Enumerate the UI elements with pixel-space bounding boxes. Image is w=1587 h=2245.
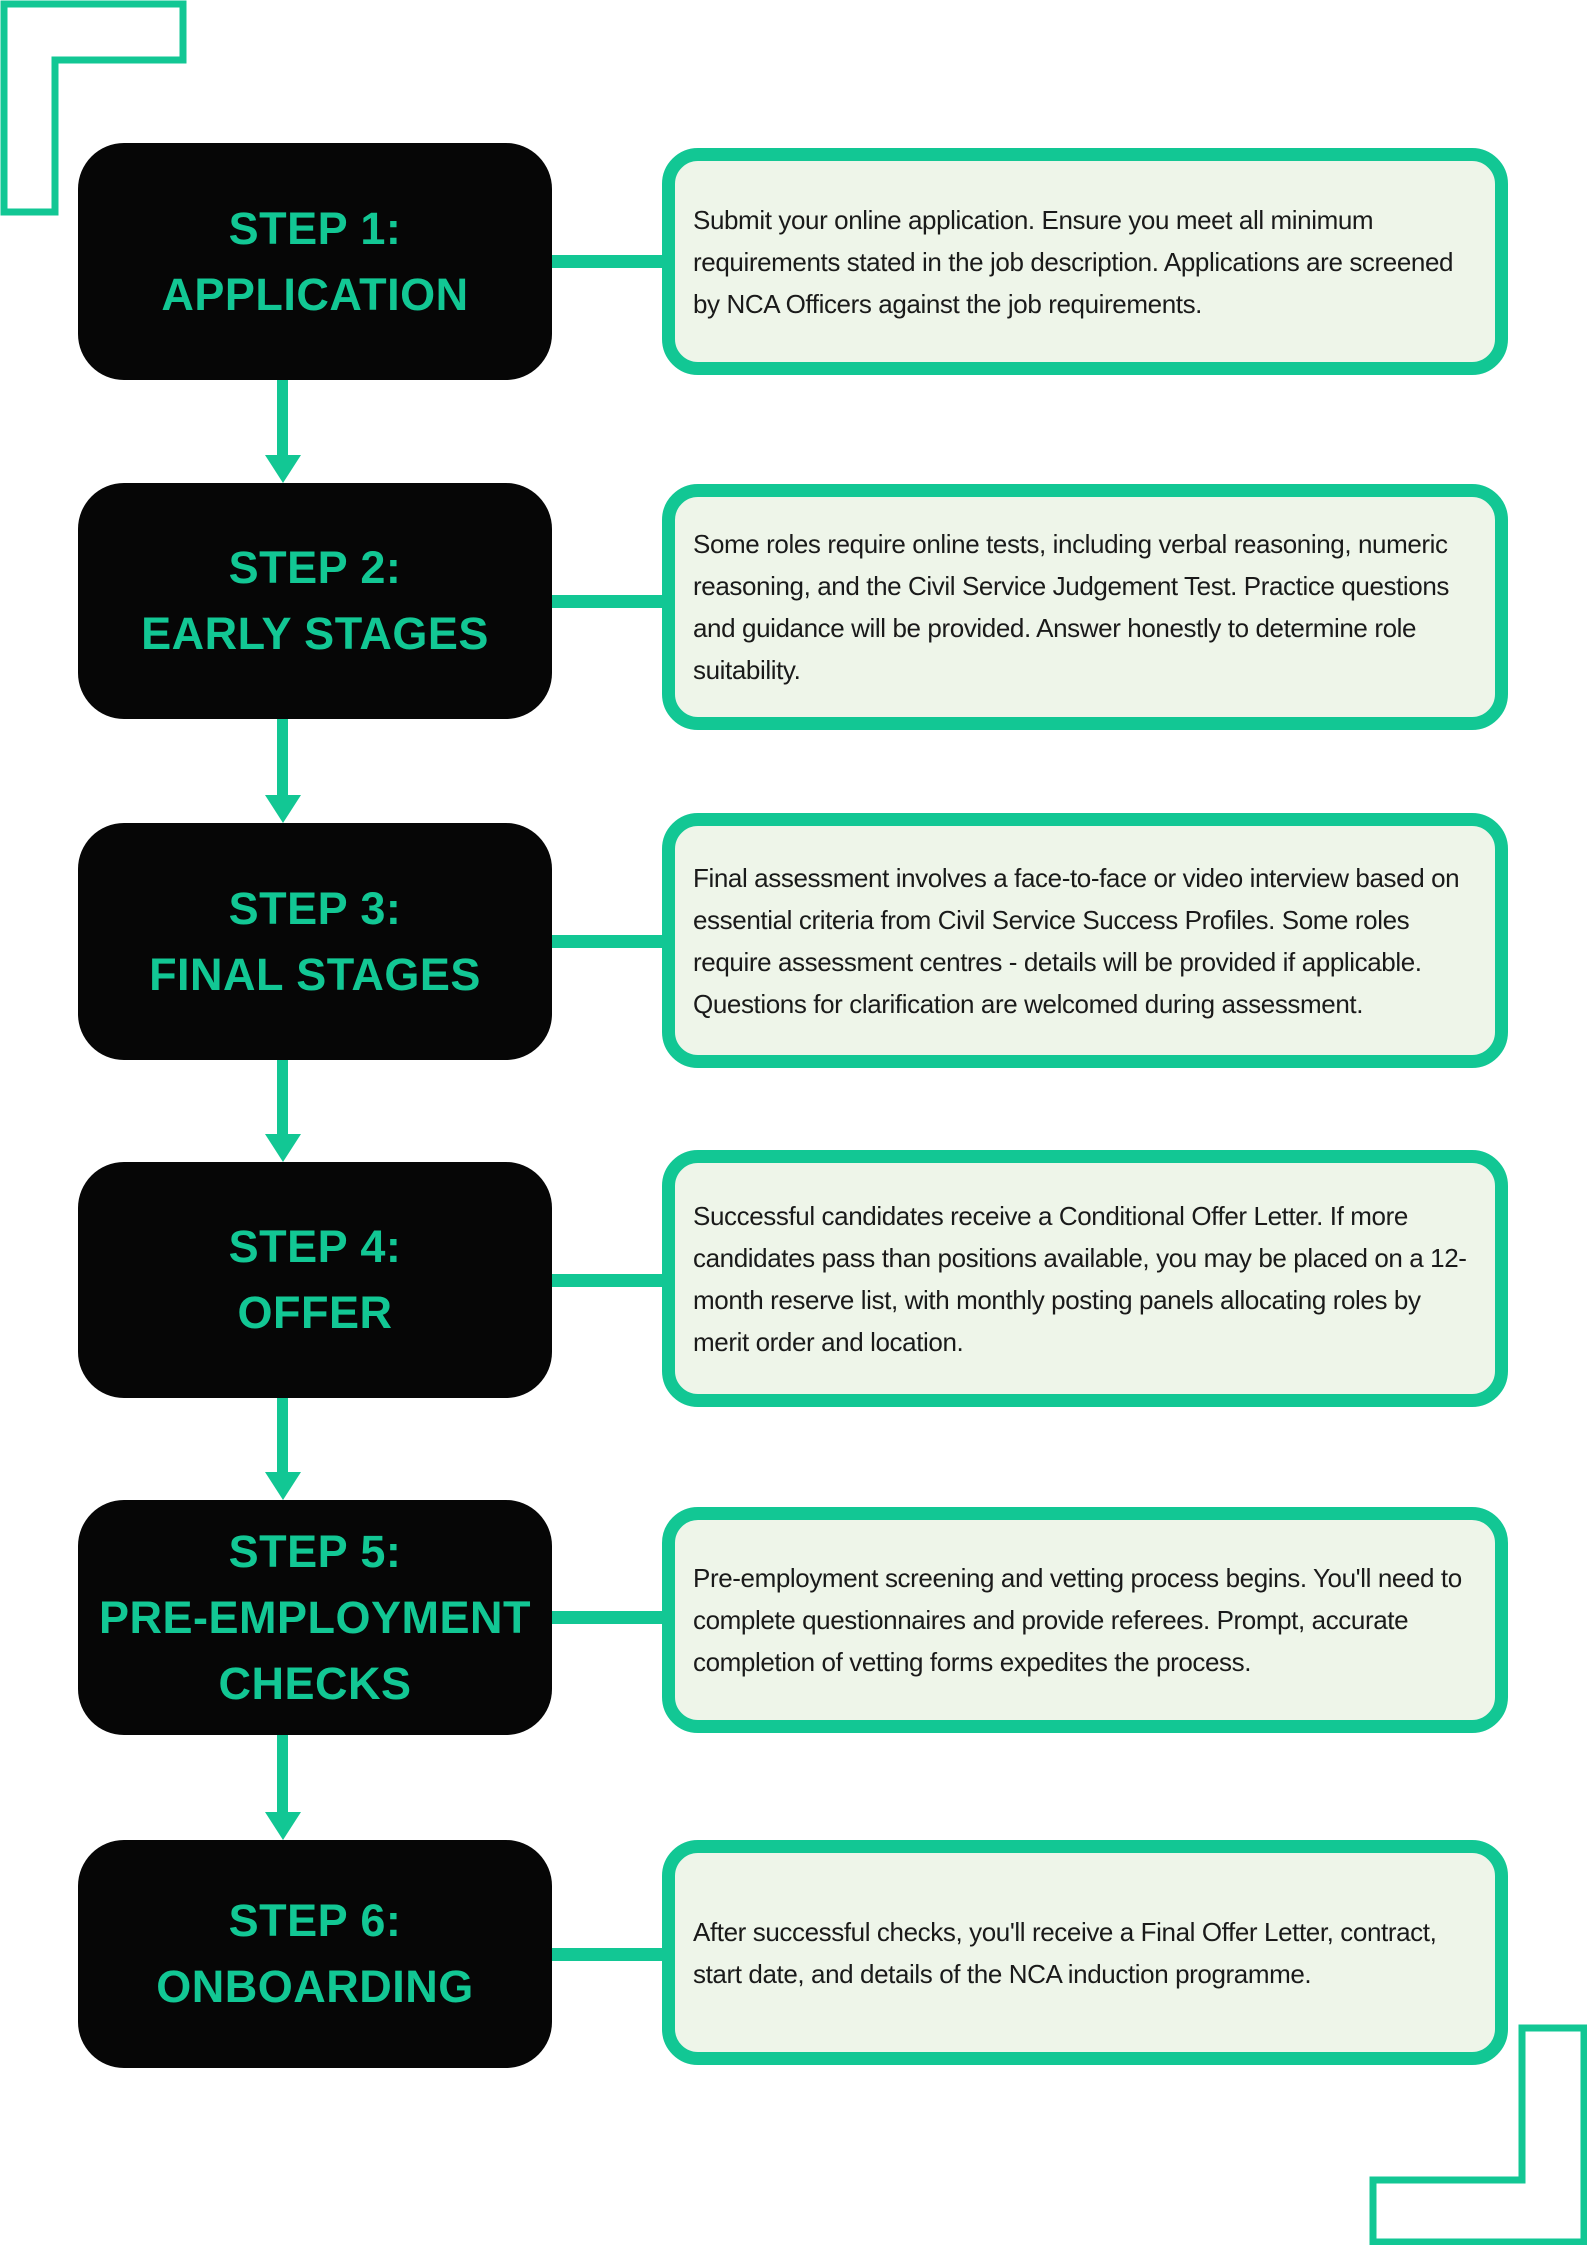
step-5-connector-line [552,1611,662,1624]
step-5-name: PRE-EMPLOYMENT CHECKS [98,1591,532,1709]
step-1-label: STEP 1: [228,202,402,254]
arrow-down-icon [264,1398,301,1500]
arrow-down-icon [264,380,301,483]
step-1-name: APPLICATION [161,268,469,320]
step-1-connector-line [552,255,662,268]
step-3-box [78,823,552,1060]
step-2-box [78,483,552,719]
step-4-name: OFFER [237,1287,393,1338]
step-4-box [78,1162,552,1398]
arrow-down-icon [264,1060,301,1162]
step-6-connector-line [552,1948,662,1961]
step-2-name: EARLY STAGES [141,608,489,659]
step-6-name: ONBOARDING [156,1961,474,2012]
step-2-description: Some roles require online tests, including verbal reasoning, numeric reasoning, and the Civil Service Judgement Test. Practice questions and guidance will be provided. Answer honestly to determine role suitability. [662,484,1508,730]
step-3-connector-line [552,935,662,948]
step-3-name: FINAL STAGES [149,948,481,1000]
step-3-label: STEP 3: [228,882,402,934]
step-4-connector-line [552,1274,662,1287]
step-6-description: After successful checks, you'll receive a Final Offer Letter, contract, start date, and details of the NCA induction programme. [662,1840,1508,2065]
step-4-description: Successful candidates receive a Conditional Offer Letter. If more candidates pass than positions available, you may be placed on a 12-month reserve list, with monthly posting panels allocating roles by merit order and location. [662,1150,1508,1407]
step-5-box [78,1500,552,1735]
step-3-description: Final assessment involves a face-to-face or video interview based on essential criteria from Civil Service Success Profiles. Some roles require assessment centres - details will be provided if applicable. Questions for clarification are welcomed during assessment. [662,813,1508,1068]
step-6-label: STEP 6: [228,1895,402,1946]
step-1-description: Submit your online application. Ensure you meet all minimum requirements stated in the job description. Applications are screened by NCA Officers against the job requirements. [662,148,1508,375]
step-2-connector-line [552,595,662,608]
step-2-label: STEP 2: [228,542,402,593]
arrow-down-icon [264,719,301,823]
arrow-down-icon [264,1735,301,1840]
step-6-box [78,1840,552,2068]
step-4-label: STEP 4: [228,1221,402,1272]
step-1-box [78,143,552,380]
step-5-label: STEP 5: [228,1525,402,1577]
step-5-description: Pre-employment screening and vetting process begins. You'll need to complete questionnaires and provide referees. Prompt, accurate completion of vetting forms expedites the process. [662,1507,1508,1733]
